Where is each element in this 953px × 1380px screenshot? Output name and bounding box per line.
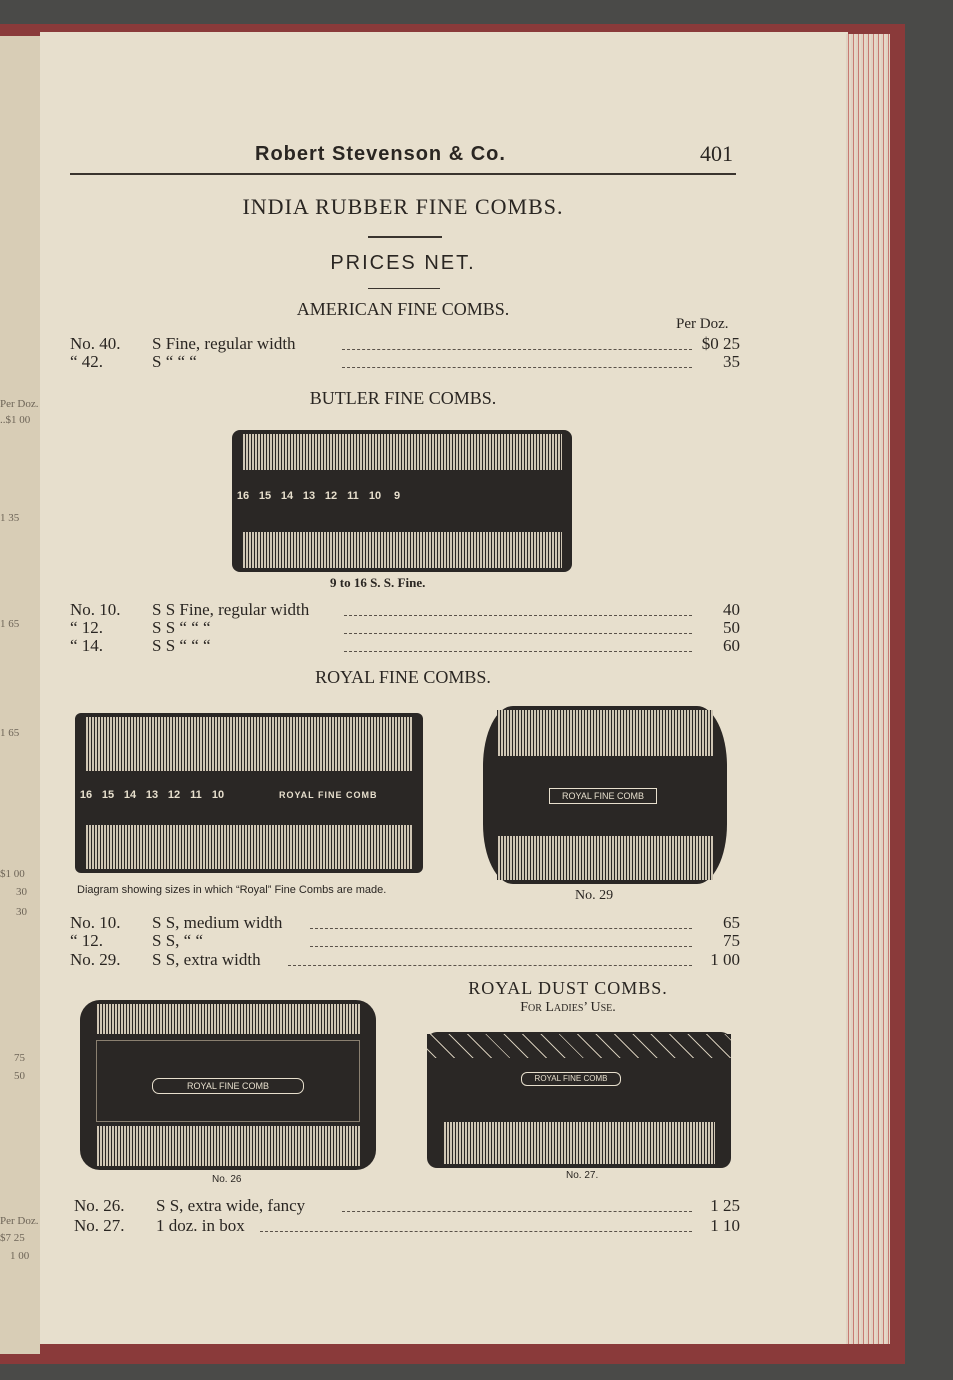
size-label: 11: [190, 789, 202, 801]
item-price: 1 00: [710, 950, 740, 969]
item-description: S S Fine, regular width: [152, 600, 310, 619]
dust-heading: ROYAL DUST COMBS.: [468, 978, 668, 998]
item-description: S S “ “ “: [152, 636, 211, 655]
dot-leader: [342, 366, 692, 368]
item-number: “ 14.: [70, 636, 104, 655]
page-edges: [846, 34, 890, 1344]
left-page-fragment: $7 25: [0, 1232, 25, 1244]
butler-caption: 9 to 16 S. S. Fine.: [330, 575, 426, 590]
item-number: No. 29.: [70, 950, 121, 969]
price-row: [70, 950, 740, 970]
item-number: No. 40.: [70, 334, 121, 353]
left-page-fragment: Per Doz.: [0, 1215, 39, 1227]
size-label: 16: [236, 490, 250, 502]
subtitle: PRICES NET.: [330, 252, 476, 274]
left-page-fragment: 75: [14, 1052, 25, 1064]
price-row: [70, 352, 740, 372]
title-rule: [368, 236, 442, 238]
no29-caption: No. 29: [575, 888, 614, 903]
left-page-fragment: 30: [16, 906, 27, 918]
comb-teeth: [85, 825, 413, 869]
dot-leader: [310, 945, 692, 947]
comb-teeth: [96, 1004, 360, 1034]
price-row: [70, 334, 740, 354]
main-title: INDIA RUBBER FINE COMBS.: [242, 194, 564, 219]
left-page-edge: [0, 36, 40, 1354]
size-label: 12: [167, 789, 181, 801]
dot-leader: [310, 927, 692, 929]
no26-comb-illustration: [80, 1000, 376, 1170]
item-description: S S “ “ “: [152, 618, 211, 637]
item-number: No. 27.: [74, 1216, 125, 1235]
item-price: 50: [723, 618, 740, 637]
size-label: 14: [123, 789, 137, 801]
item-number: “ 12.: [70, 931, 104, 950]
american-heading: AMERICAN FINE COMBS.: [296, 299, 510, 319]
item-number: No. 26.: [74, 1196, 125, 1215]
left-page-fragment: 1 65: [0, 727, 20, 739]
no29-comb-illustration: [483, 706, 727, 884]
royal-diagram-caption: Diagram showing sizes in which “Royal” Fine Combs are made.: [77, 884, 387, 896]
comb-teeth: [443, 1122, 715, 1164]
left-page-fragment: 50: [14, 1070, 25, 1082]
comb-brand-plate: ROYAL FINE COMB: [549, 788, 657, 804]
dot-leader: [260, 1230, 692, 1232]
butler-comb-illustration: [232, 430, 572, 572]
running-header: Robert Stevenson & Co.: [255, 143, 506, 165]
item-price: 1 25: [710, 1196, 740, 1215]
no27-comb-illustration: [427, 1032, 731, 1168]
size-label: 15: [101, 789, 115, 801]
dot-leader: [344, 614, 692, 616]
left-page-fragment: Per Doz.: [0, 398, 39, 410]
item-number: “ 42.: [70, 352, 104, 371]
royal-diagram-illustration: [75, 713, 423, 873]
comb-teeth: [85, 717, 413, 771]
comb-brand-plate: ROYAL FINE COMB: [152, 1078, 304, 1094]
size-label: 11: [347, 490, 359, 502]
item-price: 65: [723, 913, 740, 932]
price-row: [70, 600, 740, 620]
price-row: [70, 636, 740, 656]
comb-teeth: [497, 836, 713, 880]
size-labels: [232, 490, 572, 512]
price-row: [74, 1216, 740, 1236]
size-label: 15: [258, 490, 272, 502]
left-page-fragment: $1 00: [0, 868, 25, 880]
left-page-fragment: 1 35: [0, 512, 20, 524]
item-number: No. 10.: [70, 600, 121, 619]
size-label: 10: [368, 490, 382, 502]
butler-heading: BUTLER FINE COMBS.: [309, 388, 497, 408]
item-price: 1 10: [710, 1216, 740, 1235]
comb-teeth: [96, 1126, 360, 1166]
size-label: 12: [324, 490, 338, 502]
per-doz-label: Per Doz.: [676, 316, 729, 332]
item-description: S S, medium width: [152, 913, 283, 932]
price-row: [70, 618, 740, 638]
item-description: S S, extra width: [152, 950, 261, 969]
item-description: S S, “ “: [152, 931, 203, 950]
no26-caption: No. 26: [212, 1174, 242, 1185]
item-number: No. 10.: [70, 913, 121, 932]
royal-heading: ROYAL FINE COMBS.: [315, 667, 491, 687]
dot-leader: [342, 1210, 692, 1212]
item-price: $0 25: [701, 334, 740, 353]
header-rule: [70, 173, 736, 175]
item-description: S Fine, regular width: [152, 334, 296, 353]
comb-teeth: [497, 710, 713, 756]
dot-leader: [344, 650, 692, 652]
item-price: 75: [723, 931, 740, 950]
dot-leader: [344, 632, 692, 634]
left-page-fragment: 1 00: [10, 1250, 30, 1262]
comb-brand-label: ROYAL FINE COMB: [279, 790, 378, 800]
dust-subheading: For Ladies’ Use.: [520, 1000, 616, 1015]
left-page-fragment: ..$1 00: [0, 414, 31, 426]
size-label: 13: [302, 490, 316, 502]
comb-lattice-pattern: [427, 1034, 731, 1058]
price-row: [70, 931, 740, 951]
item-description: 1 doz. in box: [156, 1216, 245, 1235]
page-number: 401: [700, 141, 733, 166]
size-label: 13: [145, 789, 159, 801]
price-row: [70, 913, 740, 933]
left-page-fragment: 1 65: [0, 618, 20, 630]
item-price: 60: [723, 636, 740, 655]
item-number: “ 12.: [70, 618, 104, 637]
comb-teeth: [242, 532, 562, 568]
left-page-fragment: 30: [16, 886, 27, 898]
size-label: 10: [211, 789, 225, 801]
item-price: 40: [723, 600, 740, 619]
size-label: 9: [393, 490, 401, 502]
size-labels: [75, 785, 423, 805]
no27-caption: No. 27.: [566, 1170, 599, 1181]
comb-teeth: [242, 434, 562, 470]
dot-leader: [288, 964, 692, 966]
comb-brand-plate: ROYAL FINE COMB: [521, 1072, 621, 1086]
item-description: S “ “ “: [152, 352, 197, 371]
size-label: 16: [79, 789, 93, 801]
size-label: 14: [280, 490, 294, 502]
item-description: S S, extra wide, fancy: [156, 1196, 306, 1215]
subtitle-rule: [368, 288, 440, 289]
price-row: [74, 1196, 740, 1216]
dot-leader: [342, 348, 692, 350]
item-price: 35: [723, 352, 740, 371]
